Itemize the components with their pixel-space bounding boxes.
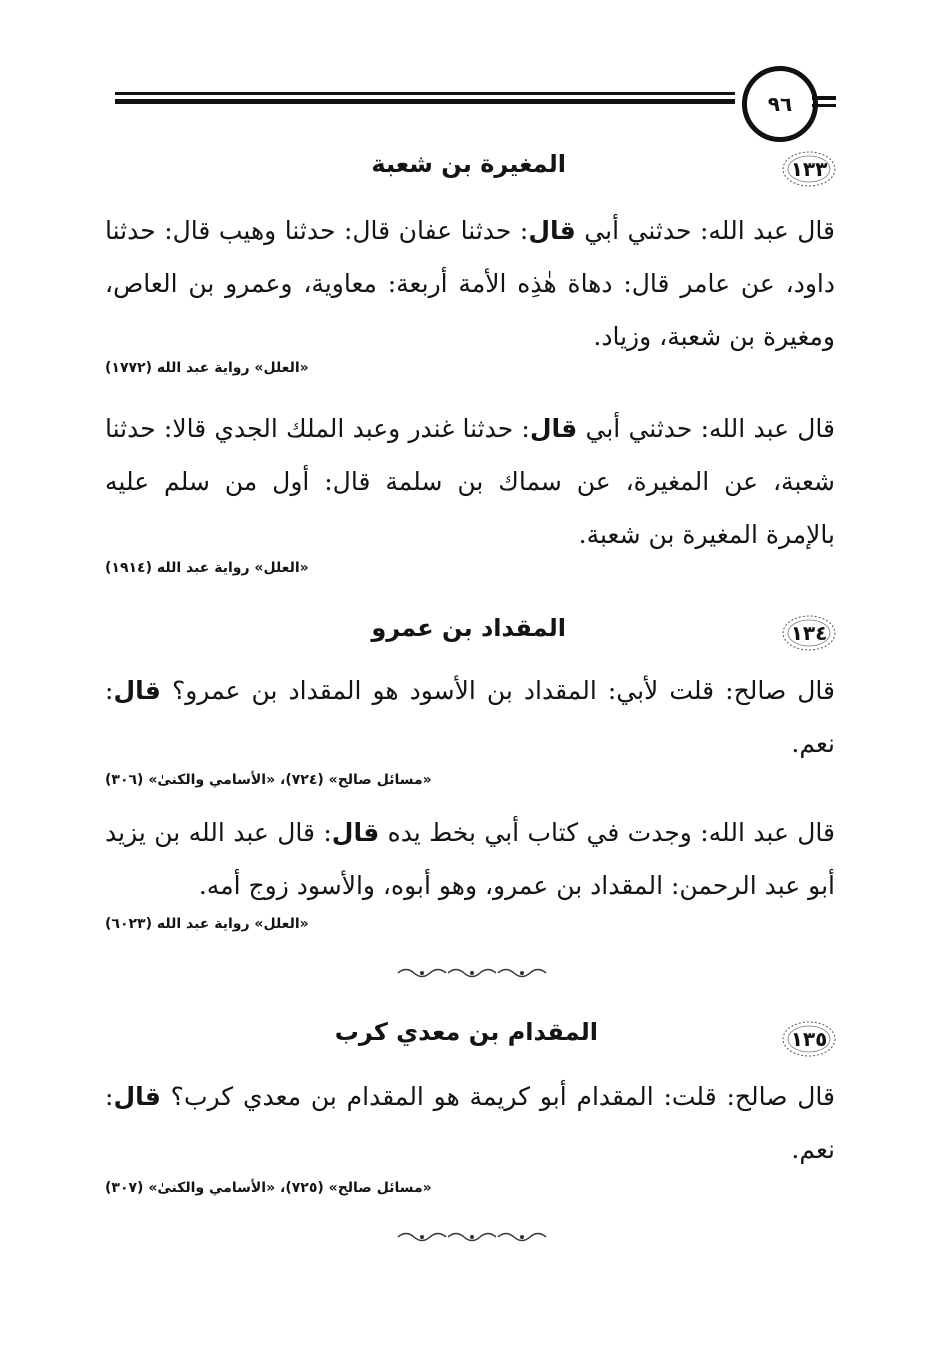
hadith-paragraph: قال صالح: قلت لأبي: المقداد بن الأسود هو المقداد بن عمرو؟ قال: نعم. [105, 676, 835, 758]
ornament-divider [396, 1230, 548, 1244]
entry-number-badge: ١٣٣ [780, 148, 838, 190]
entry-number-badge: ١٣٤ [780, 612, 838, 654]
reference-citation: «العلل» رواية عبد الله (١٧٧٢) [105, 360, 309, 376]
hadith-paragraph: قال عبد الله: حدثني أبي قال: حدثنا غندر وعبد الملك الجدي قالا: حدثنا شعبة، عن المغيرة، عن سماك بن سلمة قال: أول من سلم عليه بالإمرة المغيرة بن شعبة. [105, 414, 835, 549]
hadith-paragraph: قال صالح: قلت: المقدام أبو كريمة هو المقدام بن معدي كرب؟ قال: نعم. [105, 1082, 835, 1164]
header-tail-rule-lower [812, 104, 836, 107]
hadith-paragraph: قال عبد الله: وجدت في كتاب أبي بخط يده قال: قال عبد الله بن يزيد أبو عبد الرحمن: المقداد بن عمرو، وهو أبوه، والأسود زوج أمه. [105, 818, 835, 900]
reference-citation: «العلل» رواية عبد الله (٦٠٢٣) [105, 916, 309, 932]
reference-citation: «مسائل صالح» (٧٢٤)، «الأسامي والكنىٰ» (٣٠٦) [105, 772, 432, 788]
hadith-paragraph: قال عبد الله: حدثني أبي قال: حدثنا عفان قال: حدثنا وهيب قال: حدثنا داود، عن عامر قال: دهاة هٰذِه الأمة أربعة: معاوية، وعمرو بن العاص، ومغيرة بن شعبة، وزياد. [105, 216, 835, 351]
header-tail-rule [812, 96, 836, 100]
ornament-divider [396, 966, 548, 980]
entry-number-badge: ١٣٥ [780, 1018, 838, 1060]
section-title: المقدام بن معدي كرب [334, 1018, 598, 1046]
header-rule-bottom [115, 99, 735, 104]
reference-citation: «العلل» رواية عبد الله (١٩١٤) [105, 560, 309, 576]
reference-citation: «مسائل صالح» (٧٢٥)، «الأسامي والكنىٰ» (٣٠٧) [105, 1180, 432, 1196]
section-title: المقداد بن عمرو [371, 614, 566, 642]
section-title: المغيرة بن شعبة [371, 150, 566, 178]
header-rule-top [115, 92, 735, 95]
page-number: ٩٦ [742, 66, 818, 142]
